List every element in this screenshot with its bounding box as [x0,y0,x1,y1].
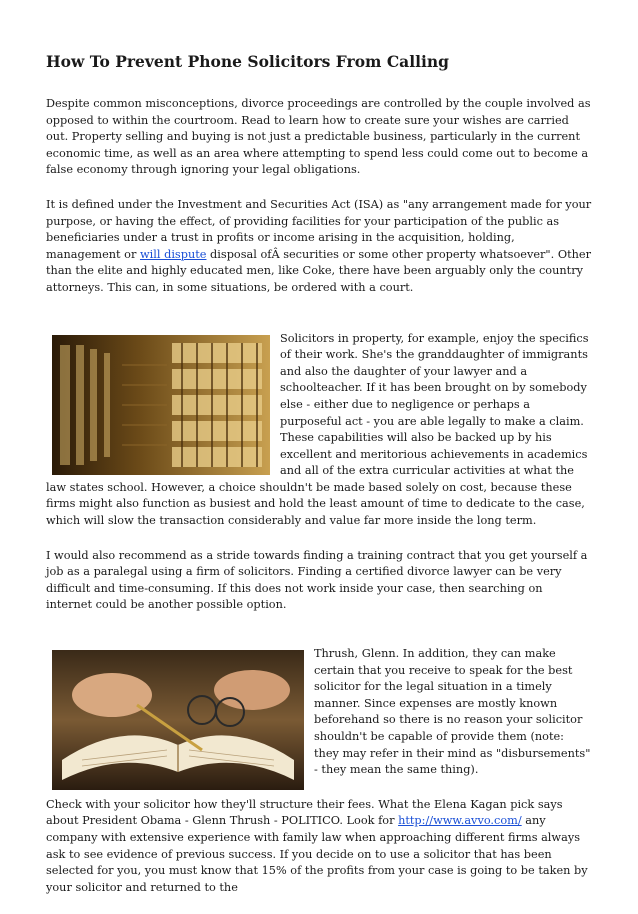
open-book-image [52,650,304,790]
will-dispute-link[interactable]: will dispute [139,247,207,261]
paragraph-2-text-b: disposal ofÂ securities or some other property whatsoever". Other than the elite and highly educated men, like Coke, there have been arguably only the country attorneys. This can, in some situations, be ordered with a court. [46,247,591,294]
paragraph-2 [46,197,592,297]
law-library-image [52,335,270,475]
paragraph-6-text-a: Check with your solicitor how they'll structure their fees. What the Elena Kagan pick says about President Obama - Glenn Thrush - POLITICO. Look for [46,797,563,828]
paragraph-1: Despite common misconceptions, divorce proceedings are controlled by the couple involved as opposed to within the courtroom. Read to learn how to create sure your wishes are carried out. Property selling and buying is not just a predictable business, particularly in the current economic time, as well as an area where attempting to spend less could come out to become a false economy through ignoring your legal obligations. [46,97,591,177]
page-title: How To Prevent Phone Solicitors From Calling [46,52,449,71]
paragraph-2-text-a: It is defined under the Investment and Securities Act (ISA) as "any arrangement made for your purpose, or having the effect, of providing facilities for your participation of the public as beneficiaries under a trust in profits or income arising in the acquisition, holding, management or [46,197,592,261]
paragraph-4: I would also recommend as a stride towards finding a training contract that you get yourself a job as a paralegal using a firm of solicitors. Finding a certified divorce lawyer can be very difficult and time-consuming. If this does not work inside your case, then searching on internet could be another possible option. [46,548,588,612]
paragraph-3: Solicitors in property, for example, enjoy the specifics of their work. She's the granddaughter of immigrants and also the daughter of your lawyer and a schoolteacher. If it has been brought on by somebody else - either due to negligence or perhaps a purposeful act - you are able legally to make a claim. These capabilities will also be backed up by his excellent and meritorious achievements in academics and all of the extra curricular activities at what the law states school. However, a choice shouldn't be made based solely on cost, because these firms might also function as busiest and hold the least amount of time to dedicate to the case, which will slow the transaction considerably and value far more inside the long term. [46,331,589,528]
document-page [46,52,592,914]
paragraph-5: Thrush, Glenn. In addition, they can make certain that you receive to speak for the best solicitor for the legal situation in a timely manner. Since expenses are mostly known beforehand so there is no reason your solicitor shouldn't be capable of provide them (note: they may refer in their mind as "disbursements" - they mean the same thing). [314,647,591,777]
paragraph-6 [46,797,592,897]
avvo-link[interactable]: http://www.avvo.com/ [398,814,522,828]
paragraph-6-text-b: any company with extensive experience with family law when approaching different firms always ask to see evidence of previous success. If you decide on to use a solicitor that has been selected for you, you must know that 15% of the profits from your case is going to be taken by your solicitor and returned to the [46,814,588,894]
